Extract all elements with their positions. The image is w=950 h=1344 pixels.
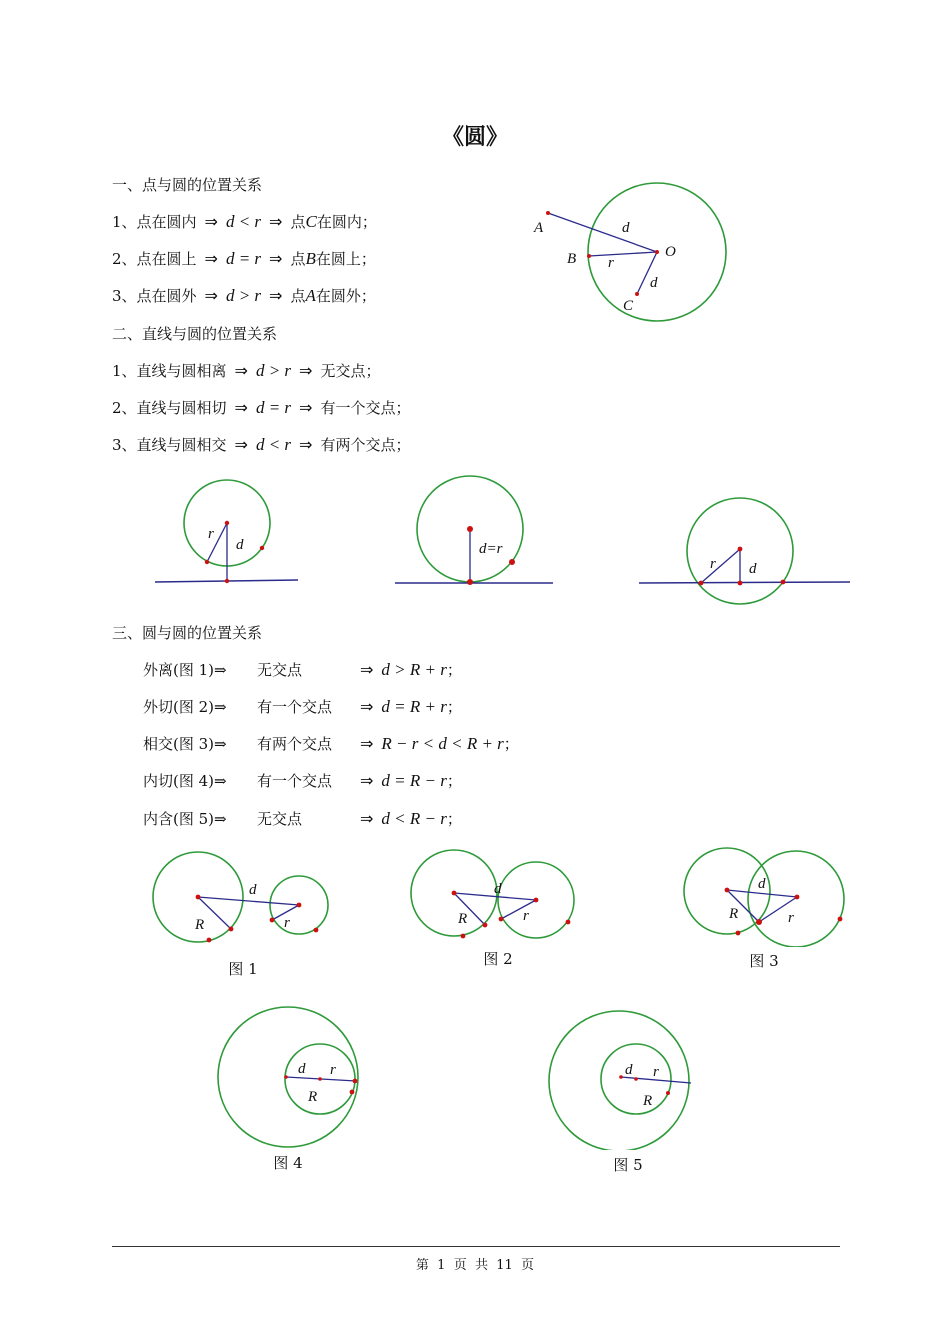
- point-a: [546, 211, 550, 215]
- figure-3: [678, 845, 853, 947]
- section3-item-1-desc: 无交点: [257, 661, 303, 679]
- svg-text:r: r: [284, 915, 290, 931]
- section3-item-5-desc: 无交点: [257, 810, 303, 828]
- section3-item-5-rel: ⇒ d < R − r；: [360, 809, 462, 828]
- section2-item-1: 1、直线与圆相离 ⇒ d > r ⇒ 无交点；: [112, 361, 381, 380]
- section3-item-5-label: 内含(图 5)⇒: [143, 810, 227, 828]
- svg-text:d: d: [236, 537, 244, 553]
- svg-text:r: r: [788, 910, 794, 926]
- section2-heading: 二、直线与圆的位置关系: [112, 325, 278, 343]
- point-c: [635, 292, 639, 296]
- section3-heading: 三、圆与圆的位置关系: [112, 624, 263, 642]
- section1-item-1: 1、点在圆内 ⇒ d < r ⇒ 点C在圆内；: [112, 212, 377, 231]
- figure-2: [405, 845, 580, 945]
- svg-text:d=r: d=r: [479, 541, 503, 557]
- point-circle-figure: [520, 170, 740, 330]
- svg-text:d: d: [625, 1062, 633, 1078]
- line-tangent-figure: [390, 470, 560, 595]
- label-d2: d: [650, 275, 658, 291]
- svg-text:R: R: [458, 911, 468, 927]
- svg-text:d: d: [298, 1061, 306, 1077]
- svg-text:r: r: [710, 556, 716, 572]
- section3-item-1-label: 外离(图 1)⇒: [143, 661, 227, 679]
- label-b: B: [567, 251, 577, 267]
- line-separate-figure: [150, 470, 310, 595]
- label-d1: d: [622, 220, 630, 236]
- figure-1: [145, 845, 340, 955]
- section3-item-1-rel: ⇒ d > R + r；: [360, 660, 462, 679]
- caption-figure-4: 图 4: [273, 1154, 303, 1172]
- section3-item-3-label: 相交(图 3)⇒: [143, 735, 227, 753]
- svg-text:r: r: [653, 1064, 659, 1080]
- figure-5: [545, 1005, 705, 1150]
- caption-figure-3: 图 3: [749, 952, 779, 970]
- section1-item-2: 2、点在圆上 ⇒ d = r ⇒ 点B在圆上；: [112, 249, 376, 268]
- section3-item-2-label: 外切(图 2)⇒: [143, 698, 227, 716]
- figure-4: [210, 1005, 370, 1150]
- footer-divider: [112, 1246, 840, 1247]
- section3-item-4-desc: 有一个交点: [257, 772, 333, 790]
- svg-text:d: d: [249, 882, 257, 898]
- section3-item-4-label: 内切(图 4)⇒: [143, 772, 227, 790]
- section3-item-2-rel: ⇒ d = R + r；: [360, 697, 462, 716]
- svg-text:R: R: [643, 1093, 653, 1109]
- caption-figure-2: 图 2: [483, 950, 513, 968]
- svg-text:d: d: [494, 881, 502, 897]
- section1-heading: 一、点与圆的位置关系: [112, 176, 263, 194]
- section3-item-2-desc: 有一个交点: [257, 698, 333, 716]
- page-footer: 第 1 页 共 11 页: [415, 1258, 535, 1273]
- label-o: O: [665, 244, 676, 260]
- svg-text:r: r: [330, 1062, 336, 1078]
- svg-text:r: r: [523, 908, 529, 924]
- svg-text:R: R: [308, 1089, 318, 1105]
- section3-item-3-desc: 有两个交点: [257, 735, 333, 753]
- section3-item-3-rel: ⇒ R − r < d < R + r；: [360, 734, 519, 753]
- svg-text:r: r: [208, 526, 214, 542]
- point-b: [587, 254, 591, 258]
- section3-item-4-rel: ⇒ d = R − r；: [360, 771, 462, 790]
- svg-text:R: R: [195, 917, 205, 933]
- section1-item-3: 3、点在圆外 ⇒ d > r ⇒ 点A在圆外；: [112, 286, 376, 305]
- svg-text:R: R: [729, 906, 739, 922]
- section2-item-3: 3、直线与圆相交 ⇒ d < r ⇒ 有两个交点；: [112, 435, 411, 454]
- svg-text:d: d: [749, 561, 757, 577]
- svg-text:d: d: [758, 876, 766, 892]
- label-r: r: [608, 255, 614, 271]
- caption-figure-1: 图 1: [228, 960, 258, 978]
- section2-item-2: 2、直线与圆相切 ⇒ d = r ⇒ 有一个交点；: [112, 398, 411, 417]
- line-intersect-figure: [635, 490, 855, 610]
- caption-figure-5: 图 5: [613, 1156, 643, 1174]
- label-a: A: [534, 220, 544, 236]
- page-title: 《圆》: [441, 124, 508, 150]
- point-o: [655, 250, 659, 254]
- label-c: C: [623, 298, 634, 314]
